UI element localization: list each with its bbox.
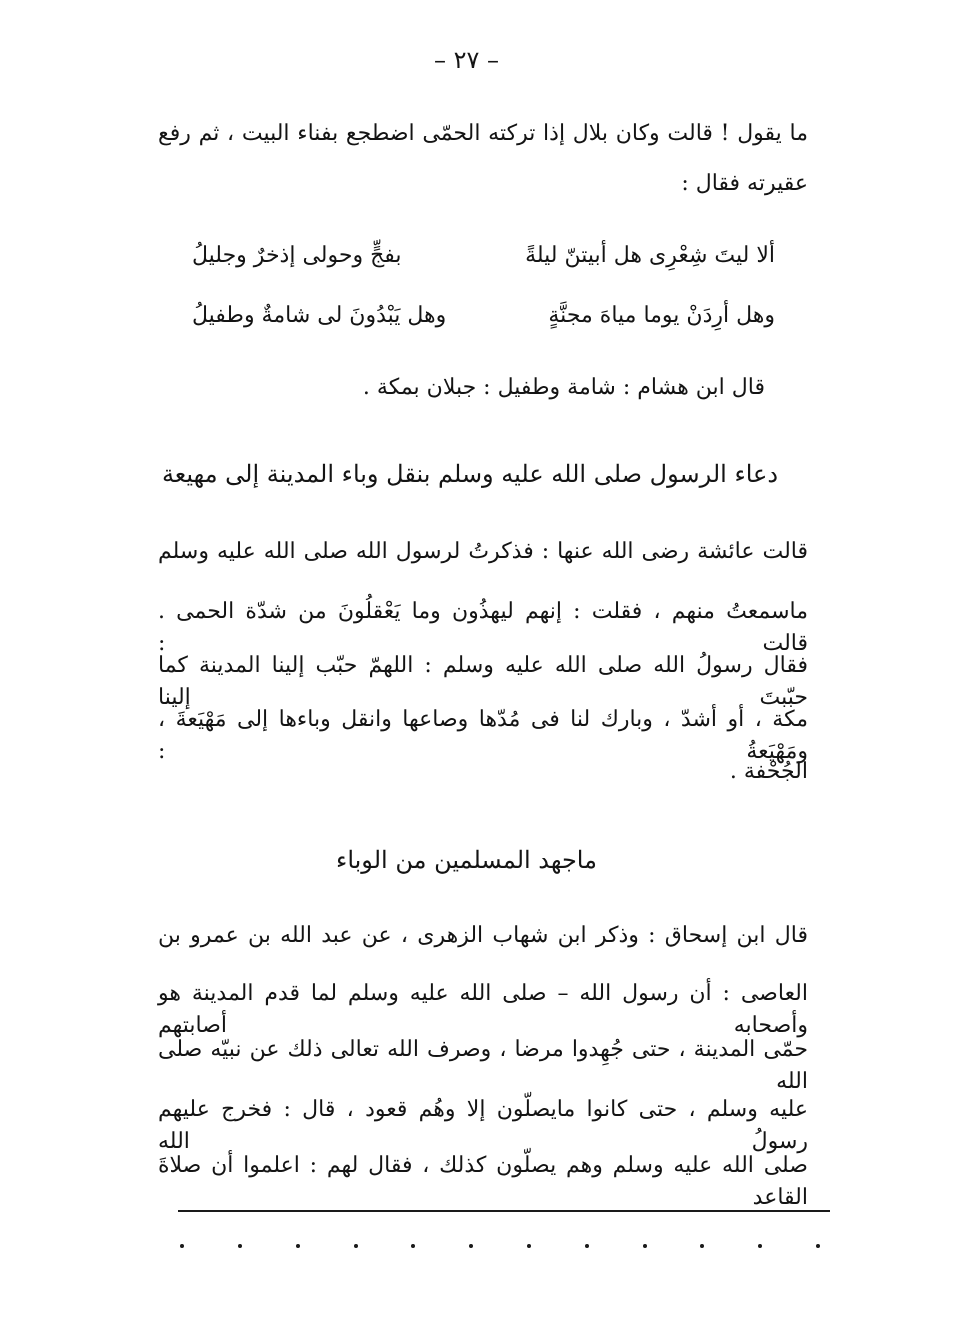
footer-dot <box>354 1244 358 1248</box>
section2-line-3: حمّى المدينة ، حتى جُهِدوا مرضا ، وصرف الله تعالى ذلك عن نبيّه صلى الله <box>158 1037 808 1094</box>
section1-line-5: الجُحْفة . <box>729 759 808 784</box>
ibn-hisham-note: قال ابن هشام : شامة وطفيل : جبلان بمكة . <box>362 375 765 400</box>
poem-verse-2-first: وهل أرِدَنْ يوما مياهَ مجنَّةٍ <box>548 303 775 328</box>
section1-line-1: قالت عائشة رضى الله عنها : فذكرتُ لرسول الله صلى الله عليه وسلم <box>158 539 808 564</box>
footer-dot <box>816 1244 820 1248</box>
section1-line-3: فقال رسولُ الله صلى الله عليه وسلم : اللهمّ حبّب إلينا المدينة كما حبّبتَ إلينا <box>158 653 808 710</box>
intro-line-2: عقيرته فقال : <box>681 171 808 196</box>
footer-dot <box>700 1244 704 1248</box>
footer-dot <box>643 1244 647 1248</box>
footer-dot <box>758 1244 762 1248</box>
footer-dots <box>180 1236 820 1256</box>
footer-dot <box>527 1244 531 1248</box>
section-heading-1: دعاء الرسول صلى الله عليه وسلم بنقل وباء المدينة إلى مهيعة <box>161 460 779 488</box>
section1-line-2: ماسمعتُ منهم ، فقلت : إنهم ليهذُون وما يَعْقلُونَ من شدّة الحمى . قالت : <box>158 599 808 656</box>
footer-dot <box>180 1244 184 1248</box>
footer-dot <box>296 1244 300 1248</box>
section2-line-5: صلى الله عليه وسلم وهم يصلّون كذلك ، فقال لهم : اعلموا أن صلاةَ القاعد <box>158 1153 808 1210</box>
section2-line-4: عليه وسلم ، حتى كانوا مايصلّون إلا وهُم قعود ، قال : فخرج عليهم رسولُ الله <box>158 1097 808 1154</box>
poem-verse-2-second: وهل يَبْدُونَ لى شامةٌ وطفيلُ <box>192 303 447 328</box>
poem-verse-1-first: ألا ليتَ شِعْرِى هل أبيتنّ ليلةً <box>525 243 775 268</box>
section2-line-1: قال ابن إسحاق : وذكر ابن شهاب الزهرى ، عن عبد الله بن عمرو بن <box>158 923 808 948</box>
section1-line-4: مكة ، أو أشدّ ، وبارك لنا فى مُدّها وصاعها وانقل وباءها إلى مَهْيَعةَ ، ومَهْيَعةُ : <box>158 707 808 764</box>
section2-line-2: العاصى : أن رسول الله – صلى الله عليه وسلم لما قدم المدينة هو وأصحابه أصابتهم <box>158 981 808 1038</box>
footer-dot <box>238 1244 242 1248</box>
section-heading-2: ماجهد المسلمين من الوباء <box>336 846 597 874</box>
footer-dot <box>469 1244 473 1248</box>
poem-verse-1-second: بفجٍّ وحولى إذخرٌ وجليلُ <box>192 243 402 268</box>
footer-rule <box>178 1210 830 1212</box>
intro-line-1: ما يقول ! قالت وكان بلال إذا تركته الحمّى اضطجع بفناء البيت ، ثم رفع <box>158 121 808 146</box>
footer-dot <box>411 1244 415 1248</box>
footer-dot <box>585 1244 589 1248</box>
page-number: – ٢٧ – <box>433 46 500 74</box>
